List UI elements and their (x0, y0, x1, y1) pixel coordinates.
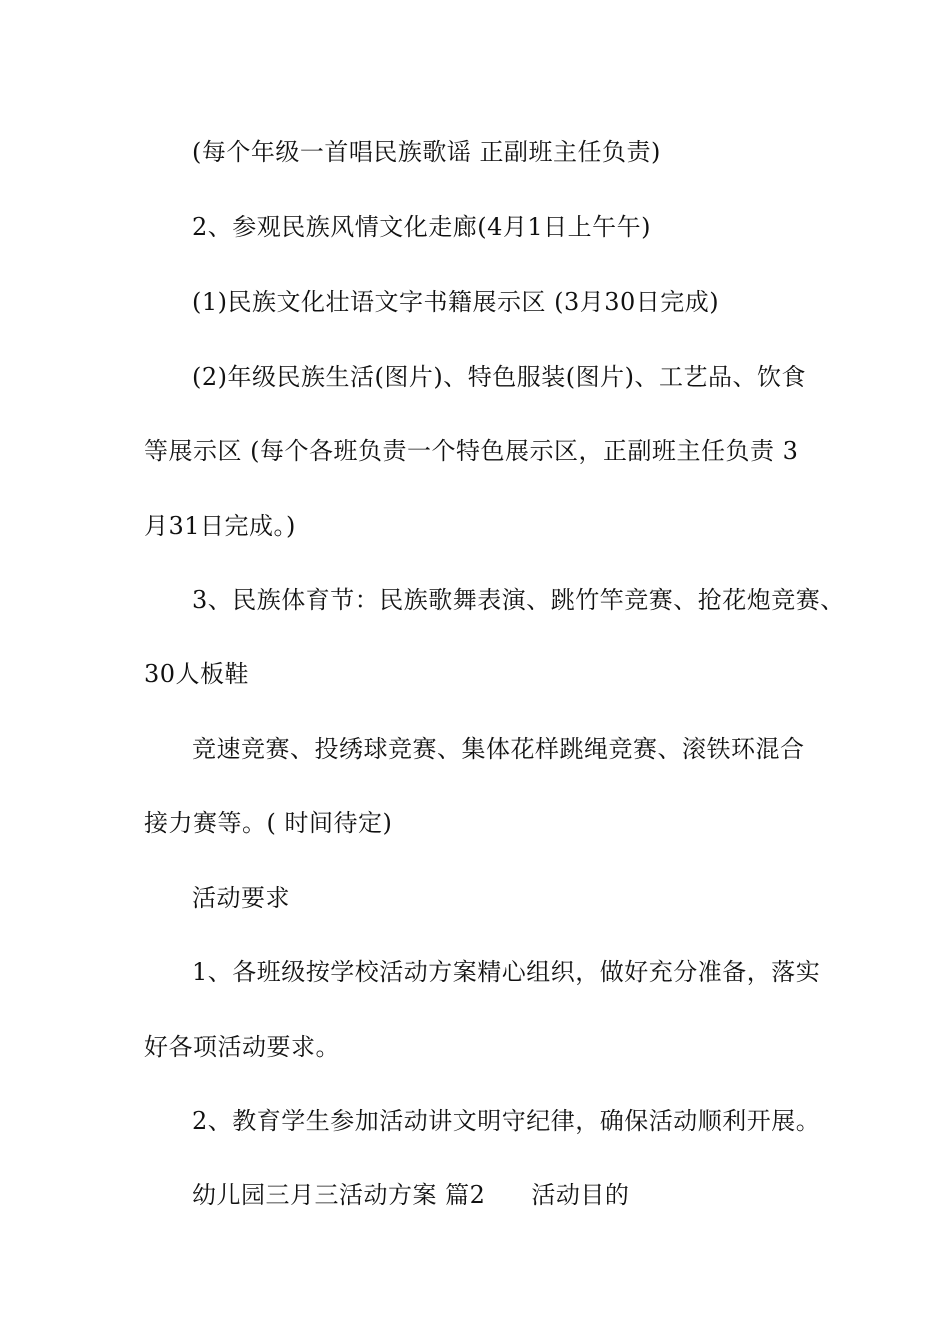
text-line: 2、教育学生参加活动讲文明守纪律，确保活动顺利开展。 (192, 1107, 821, 1135)
text-line: 等展示区 (每个各班负责一个特色展示区，正副班主任负责 3 (144, 437, 799, 465)
section-heading: 活动要求 (192, 884, 290, 912)
text-line: 月31日完成。) (144, 512, 296, 540)
text-line: 竞速竞赛、投绣球竞赛、集体花样跳绳竞赛、滚铁环混合 (192, 735, 805, 763)
text-line: (2)年级民族生活(图片)、特色服装(图片)、工艺品、饮食 (192, 363, 806, 391)
text-line: 好各项活动要求。 (144, 1033, 340, 1061)
text-line: 3、民族体育节：民族歌舞表演、跳竹竿竞赛、抢花炮竞赛、 (192, 586, 845, 614)
text-line: 30人板鞋 (144, 660, 250, 688)
text-line: 接力赛等。( 时间待定) (144, 809, 393, 837)
article-heading (192, 1180, 629, 1210)
text-line: 1、各班级按学校活动方案精心组织，做好充分准备，落实 (192, 958, 821, 986)
article-part: 篇2 (445, 1181, 486, 1209)
article-subtitle: 活动目的 (531, 1181, 630, 1209)
article-title: 幼儿园三月三活动方案 (192, 1181, 437, 1209)
text-line: 2、参观民族风情文化走廊(4月1日上午午) (192, 213, 652, 241)
text-line: (1)民族文化壮语文字书籍展示区 (3月30日完成) (192, 288, 720, 316)
text-line: (每个年级一首唱民族歌谣 正副班主任负责) (192, 138, 661, 166)
